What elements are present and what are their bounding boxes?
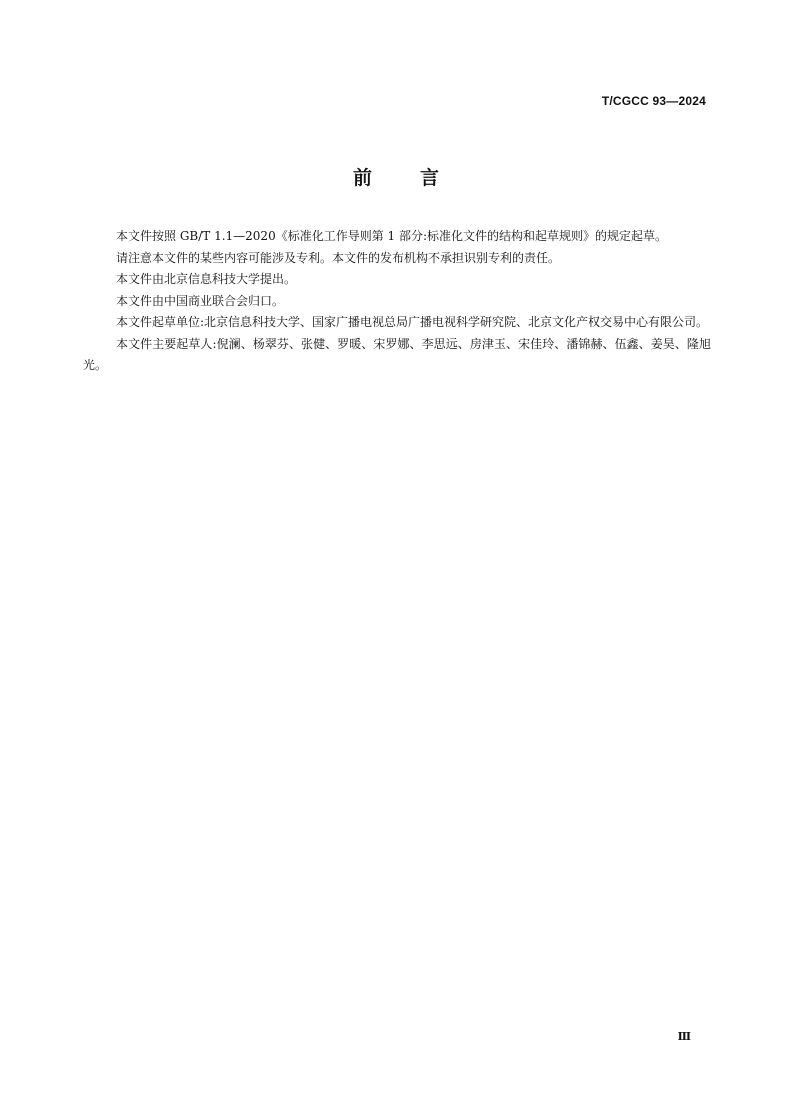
preface-body xyxy=(83,226,711,377)
paragraph-proposer: 本文件由北京信息科技大学提出。 xyxy=(116,272,297,286)
paragraph-centralized-unit: 本文件由中国商业联合会归口。 xyxy=(116,293,285,308)
page-title xyxy=(0,163,792,190)
page-number: Ⅲ xyxy=(677,1030,691,1043)
paragraph-patent-notice: 请注意本文件的某些内容可能涉及专利。本文件的发布机构不承担识别专利的责任。 xyxy=(116,250,561,265)
title-char-2: 言 xyxy=(420,167,440,189)
paragraph-drafting-rules: 本文件按照 GB/T 1.1—2020《标准化工作导则第 1 部分:标准化文件的结构和起草规则》的规定起草。 xyxy=(116,229,668,243)
document-code: T/CGCC 93—2024 xyxy=(601,94,706,108)
title-char-1: 前 xyxy=(352,167,372,189)
paragraph-main-drafters: 本文件主要起草人:倪澜、杨翠芬、张健、罗暖、宋罗娜、李思远、房津玉、宋佳玲、潘锦赫、伍鑫、姜昊、隆旭光。 xyxy=(83,336,711,372)
paragraph-drafting-units: 本文件起草单位:北京信息科技大学、国家广播电视总局广播电视科学研究院、北京文化产权交易中心有限公司。 xyxy=(116,315,709,329)
